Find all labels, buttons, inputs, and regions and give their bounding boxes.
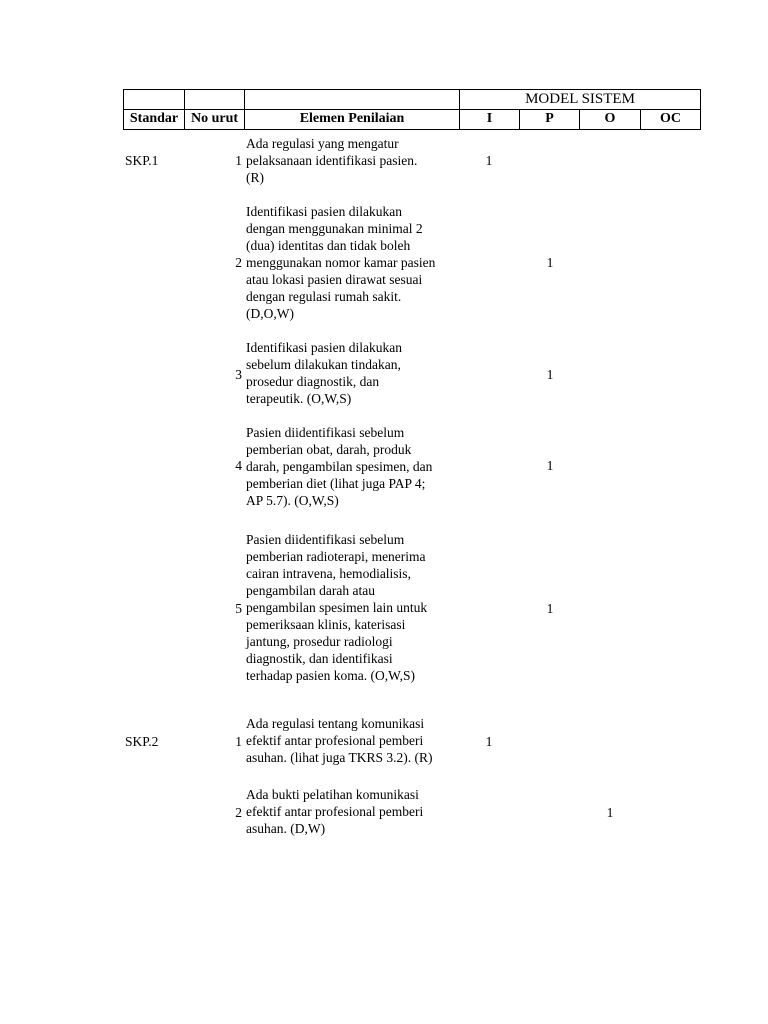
row-elemen-penilaian: Ada bukti pelatihan komunikasi efektif antar profesional pemberi asuhan. (D,W) xyxy=(246,787,424,836)
row-elemen-penilaian: Identifikasi pasien dilakukan sebelum dilakukan tindakan, prosedur diagnostik, dan terapeutik. (O,W,S) xyxy=(246,340,402,406)
row-number: 2 xyxy=(235,805,242,820)
row-number: 5 xyxy=(235,601,242,616)
row-elemen-penilaian: Pasien diidentifikasi sebelum pemberian obat, darah, produk darah, pengambilan spesimen, dan pemberian diet (lihat juga PAP 4; AP 5.7). (O,W,S) xyxy=(246,425,433,508)
header-col-i: I xyxy=(486,111,493,126)
header-model-sistem: MODEL SISTEM xyxy=(525,91,635,107)
row-number: 3 xyxy=(235,367,242,382)
header-col-p: P xyxy=(545,111,554,126)
row-number: 4 xyxy=(235,458,242,473)
header-divider xyxy=(700,89,701,130)
row-standar: SKP.1 xyxy=(125,153,159,168)
row-number: 2 xyxy=(235,255,242,270)
header-bottom-border xyxy=(123,129,701,130)
row-mark-i: 1 xyxy=(485,153,493,168)
row-number: 1 xyxy=(235,153,242,168)
row-mark-p: 1 xyxy=(546,601,554,616)
row-mark-i: 1 xyxy=(485,734,493,749)
row-mark-p: 1 xyxy=(546,367,554,382)
row-elemen-penilaian: Ada regulasi tentang komunikasi efektif antar profesional pemberi asuhan. (lihat juga TKRS 3.2). (R) xyxy=(246,716,433,765)
row-elemen-penilaian: Ada regulasi yang mengatur pelaksanaan identifikasi pasien. (R) xyxy=(246,136,418,185)
row-number: 1 xyxy=(235,734,242,749)
row-mark-o: 1 xyxy=(606,805,614,820)
header-no-urut: No urut xyxy=(190,111,239,126)
table-header xyxy=(123,89,701,130)
row-standar: SKP.2 xyxy=(125,734,159,749)
row-mark-p: 1 xyxy=(546,255,554,270)
header-standar: Standar xyxy=(129,111,179,126)
row-elemen-penilaian: Pasien diidentifikasi sebelum pemberian radioterapi, menerima cairan intravena, hemodialisis, pengambilan darah atau pengambilan spesimen lain untuk pemeriksaan klinis, katerisasi jantung, prosedur radiologi diagnostik, dan identifikasi terhadap pasien koma. (O,W,S) xyxy=(246,532,428,683)
header-elemen-penilaian: Elemen Penilaian xyxy=(299,111,405,126)
header-col-oc: OC xyxy=(660,111,681,126)
row-elemen-penilaian: Identifikasi pasien dilakukan dengan menggunakan minimal 2 (dua) identitas dan tidak boleh menggunakan nomor kamar pasien atau lokasi pasien dirawat sesuai dengan regulasi rumah sakit. (D,O,W) xyxy=(246,204,436,321)
row-mark-p: 1 xyxy=(546,458,554,473)
header-col-o: O xyxy=(604,111,616,126)
